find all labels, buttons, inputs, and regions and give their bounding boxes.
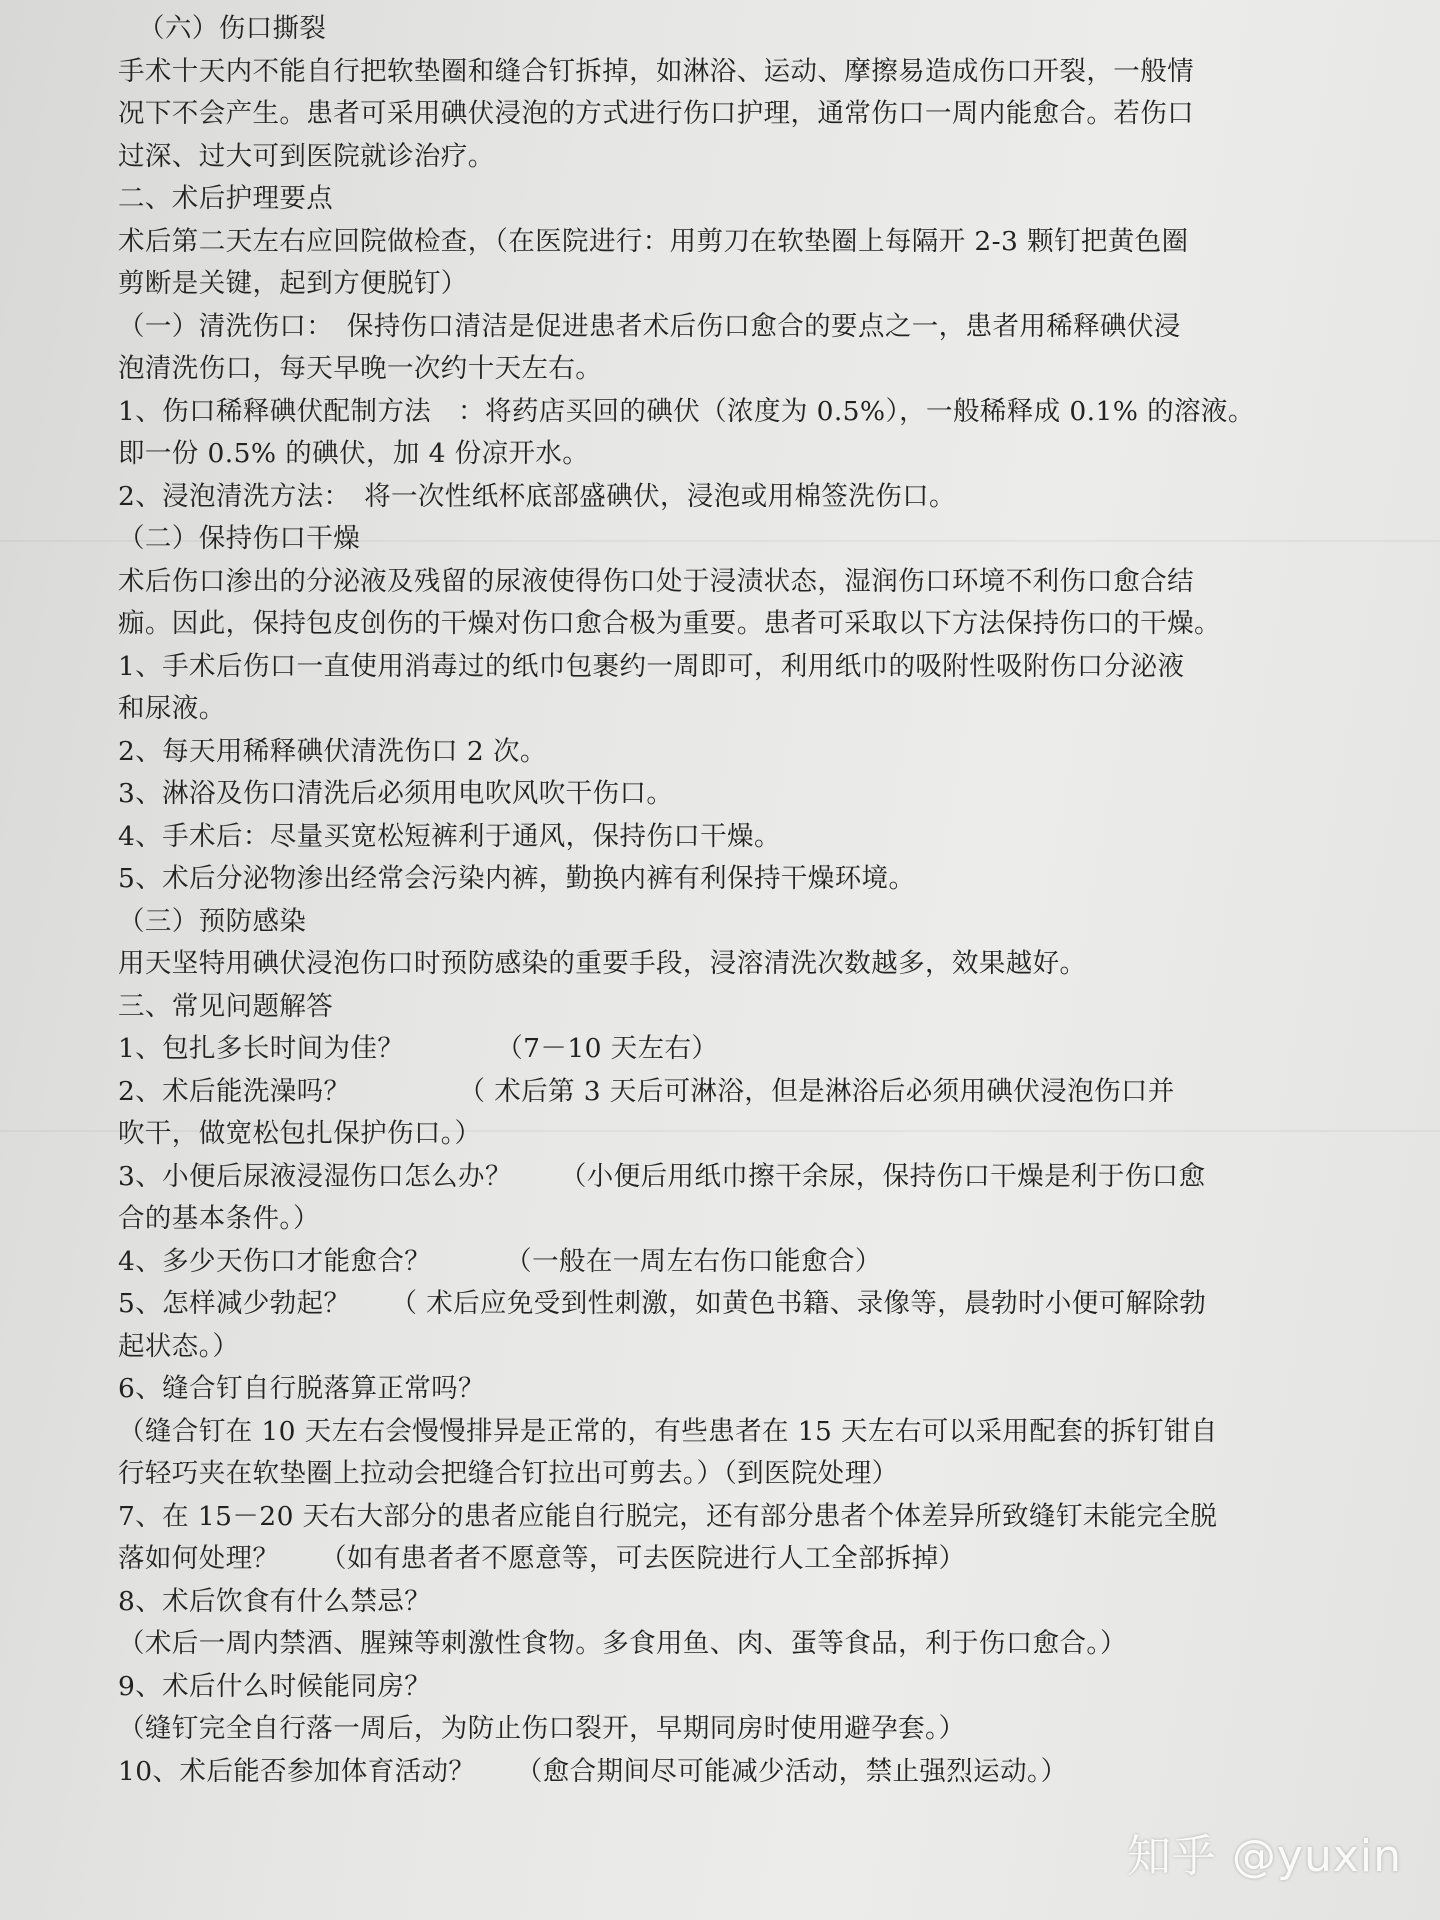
text-line: 和尿液。	[118, 693, 226, 724]
subsection-heading: （一）清洗伤口： 保持伤口清洁是促进患者术后伤口愈合的要点之一，患者用稀释碘伏浸	[118, 310, 1181, 342]
qa-answer: （一般在一周左右伤口能愈合）	[505, 1245, 882, 1277]
section-heading: （六）伤口撕裂	[138, 13, 327, 44]
qa-answer: （小便后用纸巾擦干余尿，保持伤口干燥是利于伤口愈	[559, 1160, 1206, 1192]
text-line: 7、在 15－20 天右大部分的患者应能自行脱完，还有部分患者个体差异所致缝钉未能完全脱	[118, 1500, 1218, 1532]
text-line: 10、术后能否参加体育活动？ （愈合期间尽可能减少活动，禁止强烈运动。）	[118, 1755, 1068, 1787]
text-line: 泡清洗伤口，每天早晚一次约十天左右。	[118, 353, 603, 384]
text-line: 3、淋浴及伤口清洗后必须用电吹风吹干伤口。	[118, 778, 674, 809]
text-line: 术后伤口渗出的分泌液及残留的尿液使得伤口处于浸渍状态，湿润伤口环境不利伤口愈合结	[118, 565, 1194, 597]
qa-line	[118, 1156, 1333, 1199]
text-line: （缝钉完全自行落一周后，为防止伤口裂开，早期同房时使用避孕套。）	[118, 1713, 966, 1744]
qa-answer-continued: 吹干，做宽松包扎保护伤口。）	[118, 1118, 482, 1149]
document-body	[118, 8, 1333, 1793]
text-line: 即一份 0.5% 的碘伏，加 4 份凉开水。	[118, 438, 590, 469]
text-line: 痂。因此，保持包皮创伤的干燥对伤口愈合极为重要。患者可采取以下方法保持伤口的干燥。	[118, 608, 1221, 639]
qa-question: 5、怎样减少勃起？	[118, 1288, 351, 1319]
text-line: 4、手术后：尽量买宽松短裤利于通风，保持伤口干燥。	[118, 820, 781, 852]
qa-answer: （7－10 天左右）	[496, 1033, 719, 1064]
text-line: 况下不会产生。患者可采用碘伏浸泡的方式进行伤口护理，通常伤口一周内能愈合。若伤口	[118, 98, 1194, 129]
qa-line	[118, 1241, 1333, 1284]
qa-question: 2、术后能洗澡吗？	[118, 1075, 351, 1107]
text-line: 剪断是关键，起到方便脱钉）	[118, 268, 468, 299]
text-line: （缝合钉在 10 天左右会慢慢排异是正常的，有些患者在 15 天左右可以采用配套的拆钉钳自	[118, 1415, 1218, 1447]
text-line: 2、浸泡清洗方法： 将一次性纸杯底部盛碘伏，浸泡或用棉签洗伤口。	[118, 480, 956, 512]
text-line: （术后一周内禁酒、腥辣等刺激性食物。多食用鱼、肉、蛋等食品，利于伤口愈合。）	[118, 1628, 1127, 1659]
qa-line	[118, 1283, 1333, 1326]
section-heading: 三、常见问题解答	[118, 990, 334, 1022]
text-line: 手术十天内不能自行把软垫圈和缝合钉拆掉，如淋浴、运动、摩擦易造成伤口开裂，一般情	[118, 55, 1194, 87]
qa-question: 3、小便后尿液浸湿伤口怎么办？	[118, 1160, 512, 1192]
text-line: 2、每天用稀释碘伏清洗伤口 2 次。	[118, 735, 547, 767]
qa-answer-continued: 起状态。）	[118, 1330, 240, 1362]
text-line: 9、术后什么时候能同房？	[118, 1670, 432, 1702]
qa-line	[118, 1071, 1333, 1114]
qa-answer: （ 术后第 3 天后可淋浴，但是淋浴后必须用碘伏浸泡伤口并	[458, 1075, 1175, 1107]
subsection-heading: （三）预防感染	[118, 905, 307, 937]
watermark: 知乎 @yuxin	[1126, 1831, 1402, 1882]
qa-answer: （ 术后应免受到性刺激，如黄色书籍、录像等，晨勃时小便可解除勃	[390, 1288, 1207, 1319]
text-line: 5、术后分泌物渗出经常会污染内裤，勤换内裤有利保持干燥环境。	[118, 863, 916, 894]
qa-question: 4、多少天伤口才能愈合？	[118, 1245, 432, 1277]
text-line: 1、伤口稀释碘伏配制方法 ：将药店买回的碘伏（浓度为 0.5%），一般稀释成 0.1% 的溶液。	[118, 395, 1255, 427]
text-line: 行轻巧夹在软垫圈上拉动会把缝合钉拉出可剪去。）（到医院处理）	[118, 1458, 899, 1489]
qa-question: 1、包扎多长时间为佳？	[118, 1033, 405, 1064]
qa-line	[118, 1028, 1333, 1071]
subsection-heading: （二）保持伤口干燥	[118, 523, 361, 554]
text-line: 6、缝合钉自行脱落算正常吗？	[118, 1373, 485, 1404]
section-heading: 二、术后护理要点	[118, 183, 334, 214]
text-line: 8、术后饮食有什么禁忌？	[118, 1585, 432, 1617]
text-line: 用天坚特用碘伏浸泡伤口时预防感染的重要手段，浸溶清洗次数越多，效果越好。	[118, 948, 1087, 979]
text-line: 术后第二天左右应回院做检查，（在医院进行：用剪刀在软垫圈上每隔开 2-3 颗钉把黄色圈	[118, 225, 1189, 257]
text-line: 落如何处理？ （如有患者者不愿意等，可去医院进行人工全部拆掉）	[118, 1543, 966, 1574]
text-line: 过深、过大可到医院就诊治疗。	[118, 140, 495, 172]
text-line: 1、手术后伤口一直使用消毒过的纸巾包裹约一周即可，利用纸巾的吸附性吸附伤口分泌液	[118, 650, 1185, 682]
qa-answer-continued: 合的基本条件。）	[118, 1203, 320, 1234]
